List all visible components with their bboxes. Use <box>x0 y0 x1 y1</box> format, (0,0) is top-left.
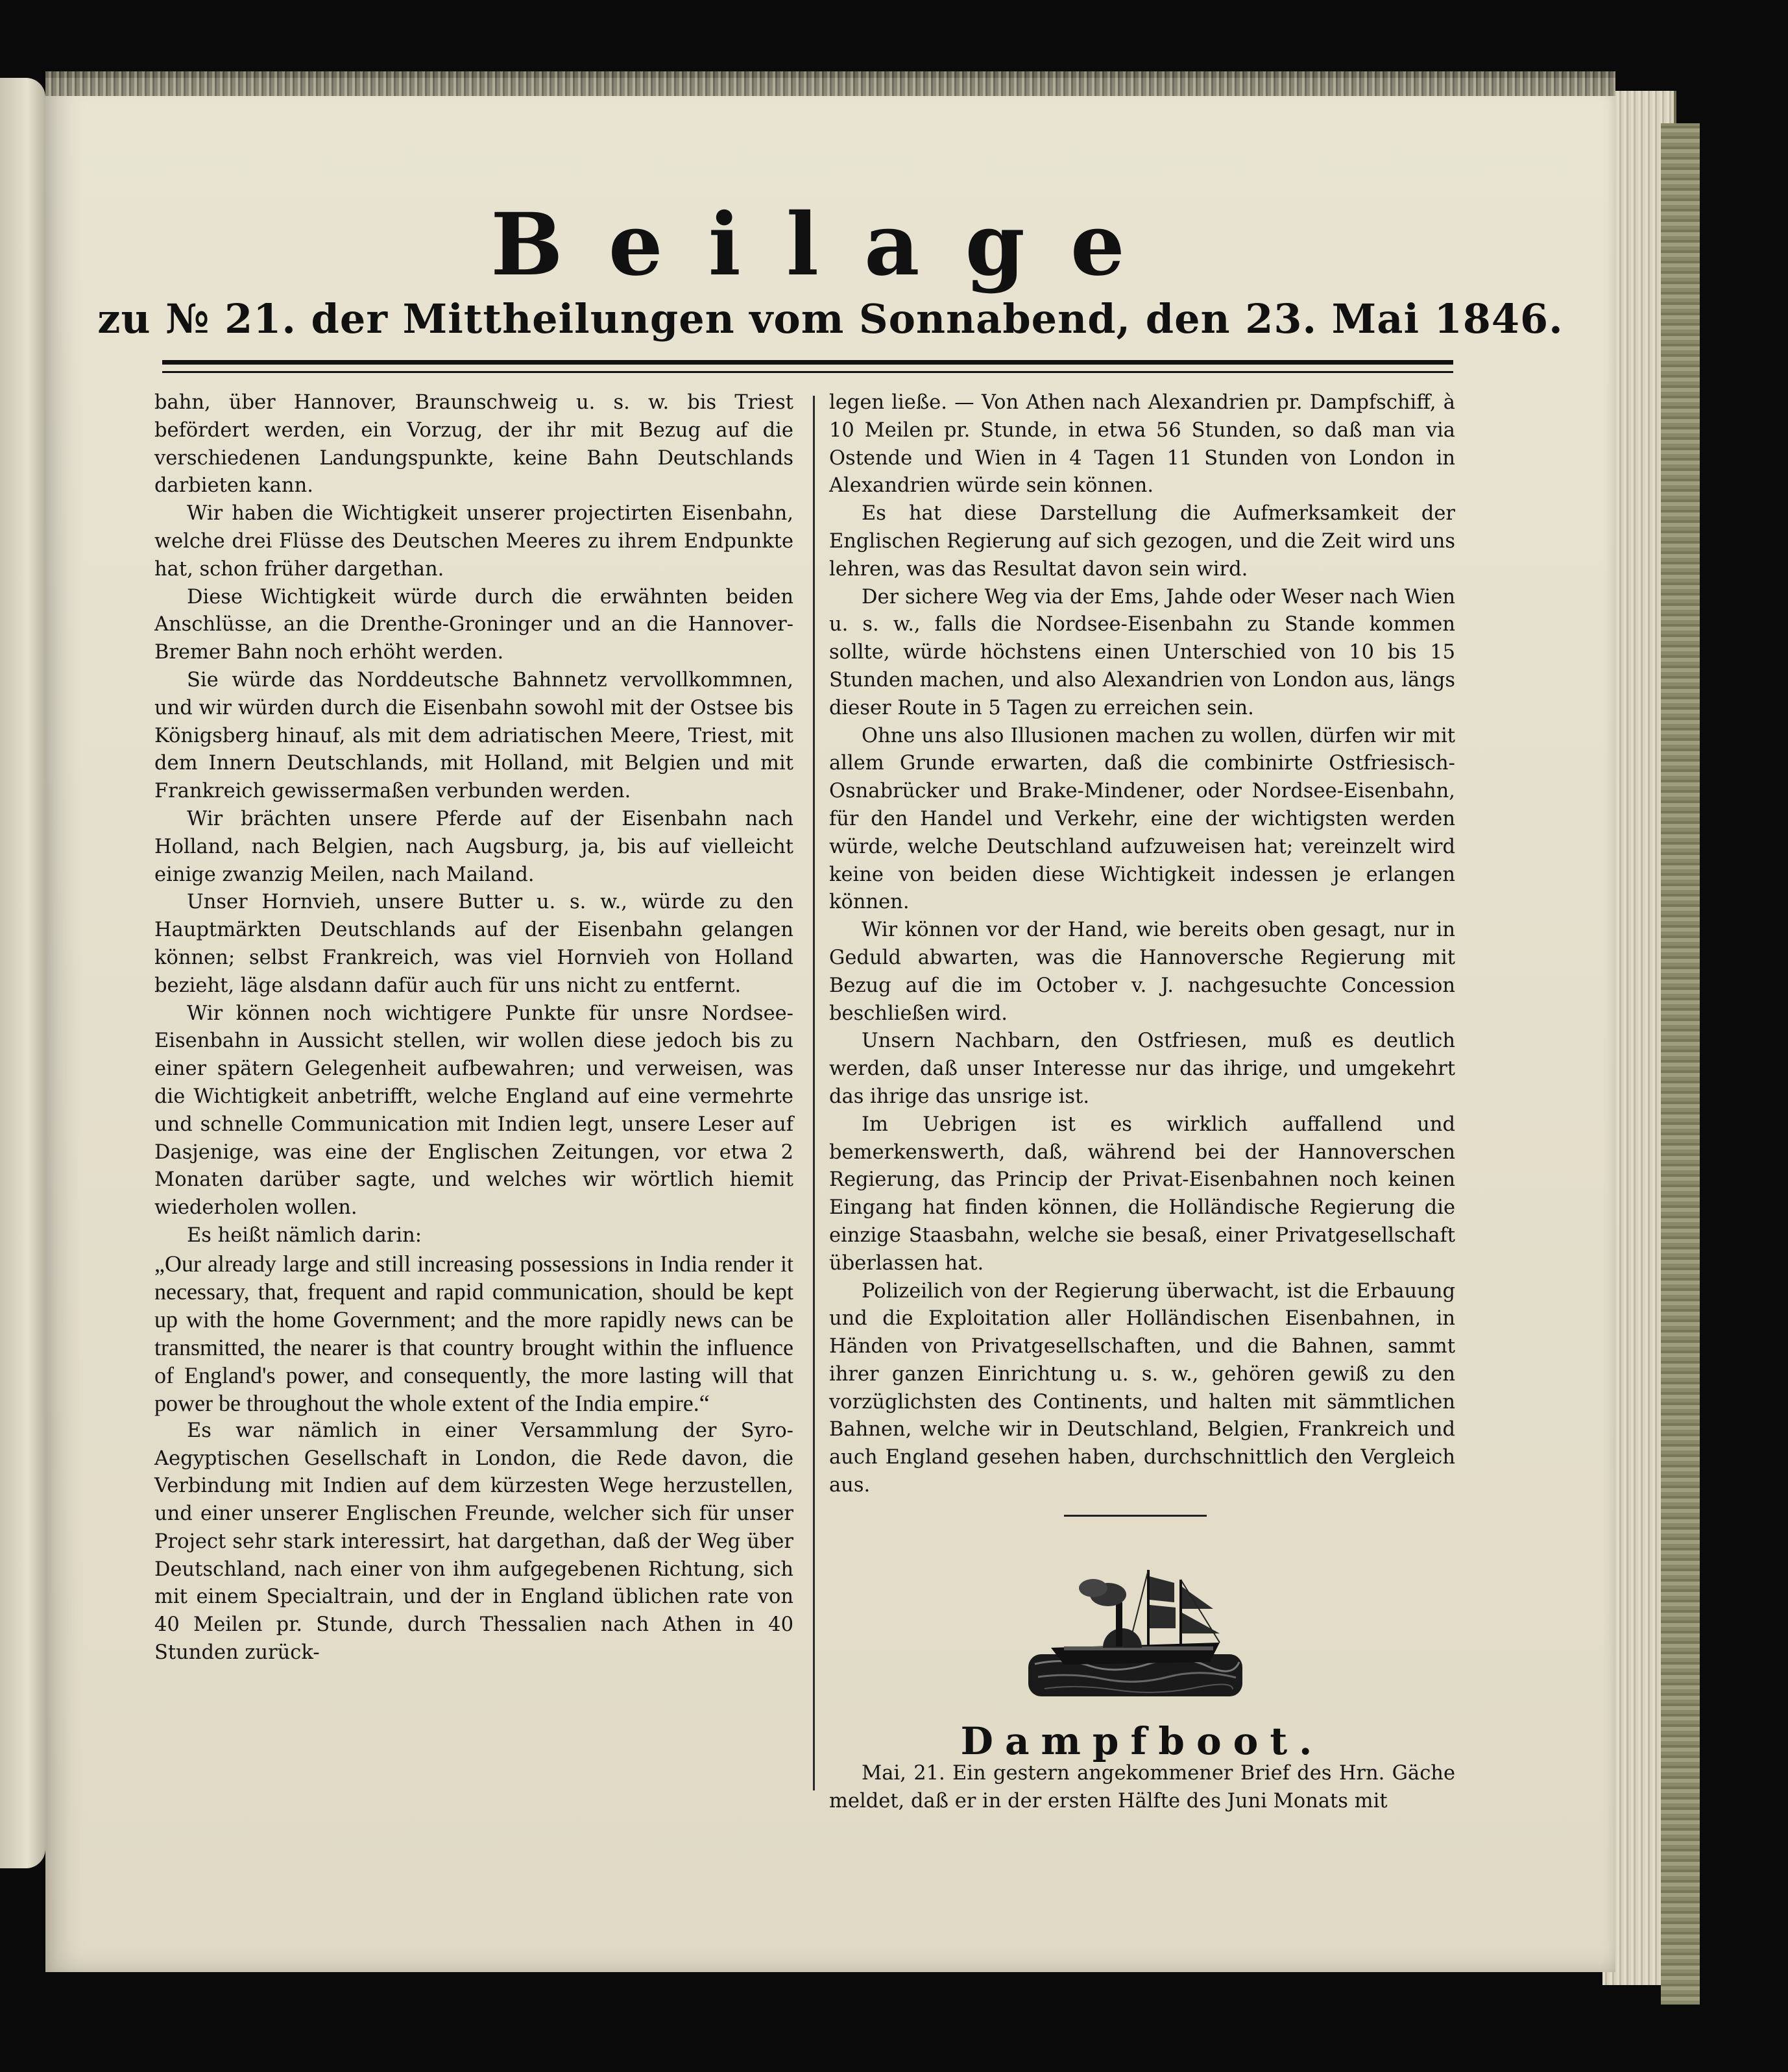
paragraph: Diese Wichtigkeit würde durch die erwähnten beiden Anschlüsse, an die Drenthe-Groninger und an die Hannover-Bremer Bahn noch erhöht werden. <box>154 585 793 664</box>
paragraph: Der sichere Weg via der Ems, Jahde oder Weser nach Wien u. s. w., falls die Nordsee-Eisenbahn zu Stande kommen sollte, würde höchstens einen Unterschied von 10 bis 15 Stunden machen, und also Alexandrien von London aus, längs dieser Route in 5 Tagen zu erreichen sein. <box>829 585 1455 719</box>
paragraph: Polizeilich von der Regierung überwacht, ist die Erbauung und die Exploitation aller Holländischen Eisenbahnen, in Händen von Privatgesellschaften, und die Bahnen, sammt ihrer ganzen Einrichtung u. s. w., gehören gewiß zu den vorzüglichsten des Continents, und halten mit sämmtlichen Bahnen, welche wir in Deutschland, Belgien, Frankreich und auch England gesehen haben, durchschnittlich den Vergleich aus. <box>829 1279 1455 1497</box>
paragraph: Im Uebrigen ist es wirklich auffallend und bemerkenswerth, daß, während bei der Hannoverschen Regierung, das Princip der Privat-Eisenbahnen noch keinen Eingang hat finden können, die Holländische Regierung die einzige Staasbahn, welche sie besaß, einer Privatgesellschaft überlassen hat. <box>829 1113 1455 1275</box>
steamship-illustration <box>1025 1557 1246 1700</box>
paragraph: Ohne uns also Illusionen machen zu wollen, dürfen wir mit allem Grunde erwarten, daß die combinirte Ostfriesisch-Osnabrücker und Brake-Mindener, oder Nordsee-Eisenbahn, für den Handel und Verkehr, eine der wichtigsten werden würde, welche Deutschland aufzuweisen hat; vereinzelt wird keine von beiden diese Wichtigkeit indessen je erlangen können. <box>829 724 1455 914</box>
masthead-rule-thin <box>162 371 1453 373</box>
english-quote: „Our already large and still increasing possessions in India render it necessary, that, frequent and rapid communication, should be kept up with the home Government; and the more rapidly news can be transmitted, the nearer is that country brought within the influence of England's power, and consequently, the more lasting will that power be throughout the whole extent of the India empire.“ <box>154 1250 793 1416</box>
paragraph: legen ließe. — Von Athen nach Alexandrien pr. Dampfschiff, à 10 Meilen pr. Stunde, in etwa 56 Stunden, so daß man via Ostende und Wien in 4 Tagen 11 Stunden von London in Alexandrien würde sein können. <box>829 391 1455 498</box>
paragraph: Unser Hornvieh, unsere Butter u. s. w., würde zu den Hauptmärkten Deutschlands auf der Eisenbahn gelangen können; selbst Frankreich, was viel Hornvieh von Holland bezieht, läge alsdann dafür auch für uns nicht zu entfernt. <box>154 891 793 997</box>
facing-page-edge <box>0 78 45 1868</box>
paragraph: Mai, 21. Ein gestern angekommener Brief des Hrn. Gäche meldet, daß er in der ersten Hälfte des Juni Monats mit <box>829 1762 1455 1813</box>
section-heading: Dampfboot. <box>960 1719 1324 1763</box>
paragraph: Wir haben die Wichtigkeit unserer projectirten Eisenbahn, welche drei Flüsse des Deutschen Meeres zu ihrem Endpunkte hat, schon früher dargethan. <box>154 502 793 581</box>
paragraph: Wir können noch wichtigere Punkte für unsre Nordsee-Eisenbahn in Aussicht stellen, wir wollen diese jedoch bis zu einer spätern Gelegenheit aufbewahren; und verweisen, was die Wichtigkeit anbetrifft, welche England auf eine vermehrte und schnelle Communication mit Indien legt, unsere Leser auf Dasjenige, was eine der Englischen Zeitungen, vor etwa 2 Monaten darüber sagte, und welches wir wörtlich hiemit wiederholen wollen. <box>154 1002 793 1220</box>
section-separator <box>1064 1515 1207 1517</box>
paragraph: Wir können vor der Hand, wie bereits oben gesagt, nur in Geduld abwarten, was die Hannoversche Regierung mit Bezug auf die im October v. J. nachgesuchte Concession beschließen wird. <box>829 919 1455 1025</box>
paragraph: Wir brächten unsere Pferde auf der Eisenbahn nach Holland, nach Belgien, nach Augsburg, ja, bis auf vielleicht einige zwanzig Meilen, nach Mailand. <box>154 807 793 886</box>
paragraph: bahn, über Hannover, Braunschweig u. s. w. bis Triest befördert werden, ein Vorzug, der ihr mit Bezug auf die verschiedenen Landungspunkte, keine Bahn Deutschlands darbieten kann. <box>154 391 793 498</box>
masthead-subtitle: zu № 21. der Mittheilungen vom Sonnabend, den 23. Mai 1846. <box>97 295 1564 343</box>
masthead-title: Beilage <box>490 195 1170 295</box>
top-decorative-band <box>45 71 1615 96</box>
paragraph: Sie würde das Norddeutsche Bahnnetz vervollkommnen, und wir würden durch die Eisenbahn sowohl mit der Ostsee bis Königsberg hinauf, als mit dem adriatischen Meere, Triest, mit dem Innern Deutschlands, mit Holland, mit Belgien und mit Frankreich gewissermaßen verbunden werden. <box>154 668 793 803</box>
column-divider <box>813 396 815 1790</box>
paragraph: Es war nämlich in einer Versammlung der Syro-Aegyptischen Gesellschaft in London, die Rede davon, die Verbindung mit Indien auf dem kürzesten Wege herzustellen, und einer unserer Englischen Freunde, welcher sich für unser Project sehr stark interessirt, hat dargethan, daß der Weg über Deutschland, nach einer von ihm aufgegebenen Richtung, sich mit einem Specialtrain, und der in England üblichen rate von 40 Meilen pr. Stunde, durch Thessalien nach Athen in 40 Stunden zurück- <box>154 1419 793 1665</box>
masthead-rule <box>162 360 1453 365</box>
paragraph: Es hat diese Darstellung die Aufmerksamkeit der Englischen Regierung auf sich gezogen, und die Zeit wird uns lehren, was das Resultat davon sein wird. <box>829 502 1455 581</box>
paragraph: Es heißt nämlich darin: <box>187 1223 422 1247</box>
left-column <box>154 389 793 1667</box>
paragraph: Unsern Nachbarn, den Ostfriesen, muß es deutlich werden, daß unser Interesse nur das ihrige, und umgekehrt das ihrige das unsrige ist. <box>829 1030 1455 1108</box>
right-column <box>829 389 1455 1500</box>
dampfboot-article <box>829 1742 1455 1816</box>
book-cover-edge <box>1661 123 1700 2005</box>
